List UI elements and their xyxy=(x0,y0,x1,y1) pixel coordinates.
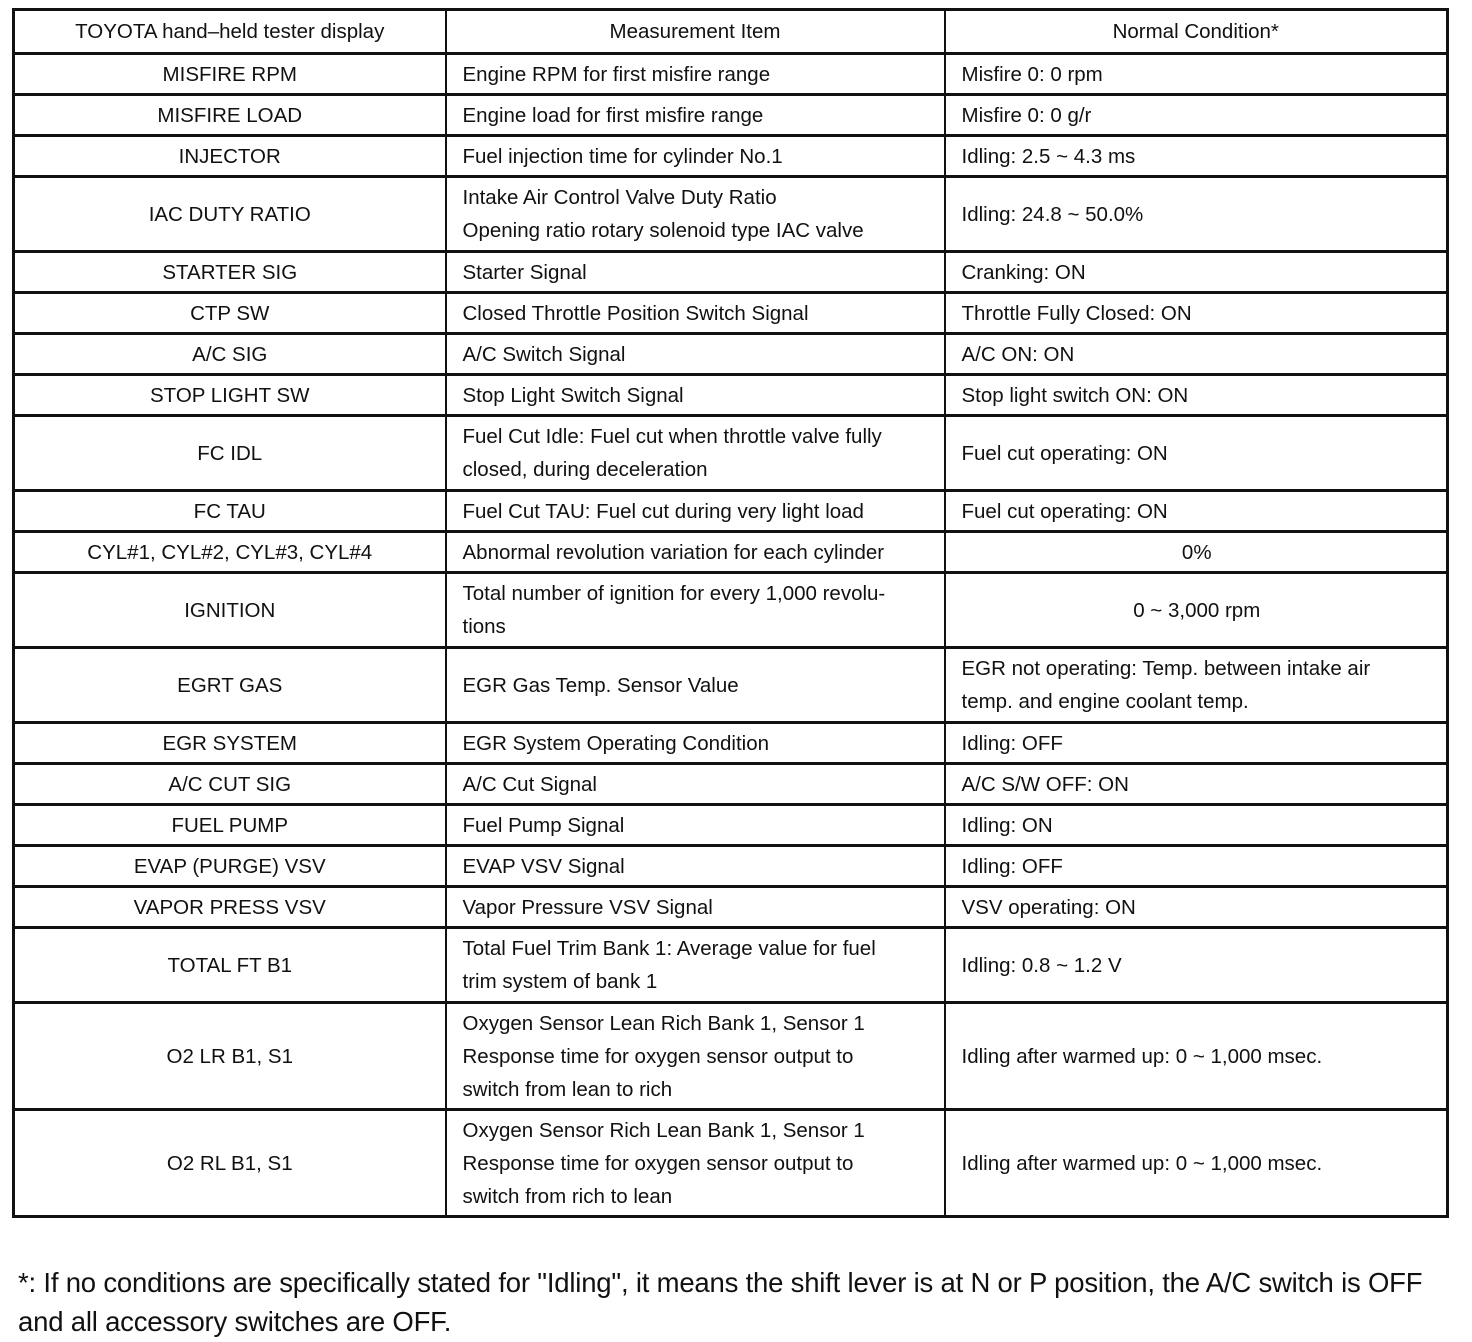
item-cell: Fuel injection time for cylinder No.1 xyxy=(446,136,945,177)
table-row xyxy=(14,573,1448,648)
display-cell: A/C CUT SIG xyxy=(14,764,446,805)
item-cell: Closed Throttle Position Switch Signal xyxy=(446,293,945,334)
condition-cell: Idling: 0.8 ~ 1.2 V xyxy=(945,928,1448,1003)
item-cell: Engine RPM for first misfire range xyxy=(446,54,945,95)
display-cell: O2 LR B1, S1 xyxy=(14,1003,446,1110)
table-row xyxy=(14,491,1448,532)
condition-cell: Idling after warmed up: 0 ~ 1,000 msec. xyxy=(945,1110,1448,1217)
condition-cell: Throttle Fully Closed: ON xyxy=(945,293,1448,334)
condition-cell: Fuel cut operating: ON xyxy=(945,491,1448,532)
display-cell: CYL#1, CYL#2, CYL#3, CYL#4 xyxy=(14,532,446,573)
table-row xyxy=(14,648,1448,723)
condition-cell: Fuel cut operating: ON xyxy=(945,416,1448,491)
display-cell: O2 RL B1, S1 xyxy=(14,1110,446,1217)
header-row xyxy=(14,10,1448,54)
item-cell: EGR System Operating Condition xyxy=(446,723,945,764)
condition-cell: Stop light switch ON: ON xyxy=(945,375,1448,416)
display-cell: VAPOR PRESS VSV xyxy=(14,887,446,928)
condition-cell: VSV operating: ON xyxy=(945,887,1448,928)
table-row xyxy=(14,723,1448,764)
display-cell: IGNITION xyxy=(14,573,446,648)
table-row xyxy=(14,846,1448,887)
display-cell: MISFIRE LOAD xyxy=(14,95,446,136)
item-cell: A/C Cut Signal xyxy=(446,764,945,805)
condition-cell: Idling after warmed up: 0 ~ 1,000 msec. xyxy=(945,1003,1448,1110)
display-cell: MISFIRE RPM xyxy=(14,54,446,95)
header-display: TOYOTA hand–held tester display xyxy=(14,10,446,54)
table-row xyxy=(14,252,1448,293)
item-cell: Fuel Cut Idle: Fuel cut when throttle valve fully closed, during deceleration xyxy=(446,416,945,491)
display-cell: FUEL PUMP xyxy=(14,805,446,846)
condition-cell: A/C S/W OFF: ON xyxy=(945,764,1448,805)
item-cell: Total Fuel Trim Bank 1: Average value for fuel trim system of bank 1 xyxy=(446,928,945,1003)
table-row xyxy=(14,334,1448,375)
item-cell: Total number of ignition for every 1,000 revolu- tions xyxy=(446,573,945,648)
item-cell: EVAP VSV Signal xyxy=(446,846,945,887)
display-cell: EGRT GAS xyxy=(14,648,446,723)
condition-cell: Idling: OFF xyxy=(945,723,1448,764)
item-cell: A/C Switch Signal xyxy=(446,334,945,375)
display-cell: EVAP (PURGE) VSV xyxy=(14,846,446,887)
condition-cell: Misfire 0: 0 rpm xyxy=(945,54,1448,95)
header-condition: Normal Condition* xyxy=(945,10,1448,54)
table-row xyxy=(14,416,1448,491)
item-cell: Engine load for first misfire range xyxy=(446,95,945,136)
table-row xyxy=(14,1003,1448,1110)
table-row xyxy=(14,928,1448,1003)
condition-cell: Idling: OFF xyxy=(945,846,1448,887)
data-list-table xyxy=(12,8,1449,1218)
header-item: Measurement Item xyxy=(446,10,945,54)
display-cell: A/C SIG xyxy=(14,334,446,375)
table-row xyxy=(14,177,1448,252)
display-cell: IAC DUTY RATIO xyxy=(14,177,446,252)
table-row xyxy=(14,887,1448,928)
display-cell: INJECTOR xyxy=(14,136,446,177)
table-row xyxy=(14,764,1448,805)
display-cell: STOP LIGHT SW xyxy=(14,375,446,416)
table-row xyxy=(14,1110,1448,1217)
item-cell: Vapor Pressure VSV Signal xyxy=(446,887,945,928)
condition-cell: Cranking: ON xyxy=(945,252,1448,293)
item-cell: Stop Light Switch Signal xyxy=(446,375,945,416)
item-cell: Abnormal revolution variation for each cylinder xyxy=(446,532,945,573)
condition-cell: A/C ON: ON xyxy=(945,334,1448,375)
table-row xyxy=(14,532,1448,573)
item-cell: Oxygen Sensor Rich Lean Bank 1, Sensor 1 Response time for oxygen sensor output to switch from rich to lean xyxy=(446,1110,945,1217)
display-cell: FC IDL xyxy=(14,416,446,491)
display-cell: STARTER SIG xyxy=(14,252,446,293)
condition-cell: Misfire 0: 0 g/r xyxy=(945,95,1448,136)
item-cell: EGR Gas Temp. Sensor Value xyxy=(446,648,945,723)
condition-cell: Idling: ON xyxy=(945,805,1448,846)
footnote: *: If no conditions are specifically stated for "Idling", it means the shift lever is at N or P position, the A/C switch is OFF and all accessory switches are OFF. xyxy=(18,1267,1423,1337)
item-cell: Oxygen Sensor Lean Rich Bank 1, Sensor 1 Response time for oxygen sensor output to switch from lean to rich xyxy=(446,1003,945,1110)
table-row xyxy=(14,375,1448,416)
item-cell: Starter Signal xyxy=(446,252,945,293)
condition-cell: 0% xyxy=(945,532,1448,573)
display-cell: EGR SYSTEM xyxy=(14,723,446,764)
condition-cell: EGR not operating: Temp. between intake air temp. and engine coolant temp. xyxy=(945,648,1448,723)
table-row xyxy=(14,293,1448,334)
display-cell: TOTAL FT B1 xyxy=(14,928,446,1003)
table-row xyxy=(14,95,1448,136)
display-cell: FC TAU xyxy=(14,491,446,532)
display-cell: CTP SW xyxy=(14,293,446,334)
table-row xyxy=(14,54,1448,95)
item-cell: Fuel Cut TAU: Fuel cut during very light load xyxy=(446,491,945,532)
condition-cell: 0 ~ 3,000 rpm xyxy=(945,573,1448,648)
item-cell: Intake Air Control Valve Duty Ratio Opening ratio rotary solenoid type IAC valve xyxy=(446,177,945,252)
condition-cell: Idling: 24.8 ~ 50.0% xyxy=(945,177,1448,252)
item-cell: Fuel Pump Signal xyxy=(446,805,945,846)
table-row xyxy=(14,136,1448,177)
condition-cell: Idling: 2.5 ~ 4.3 ms xyxy=(945,136,1448,177)
table-row xyxy=(14,805,1448,846)
